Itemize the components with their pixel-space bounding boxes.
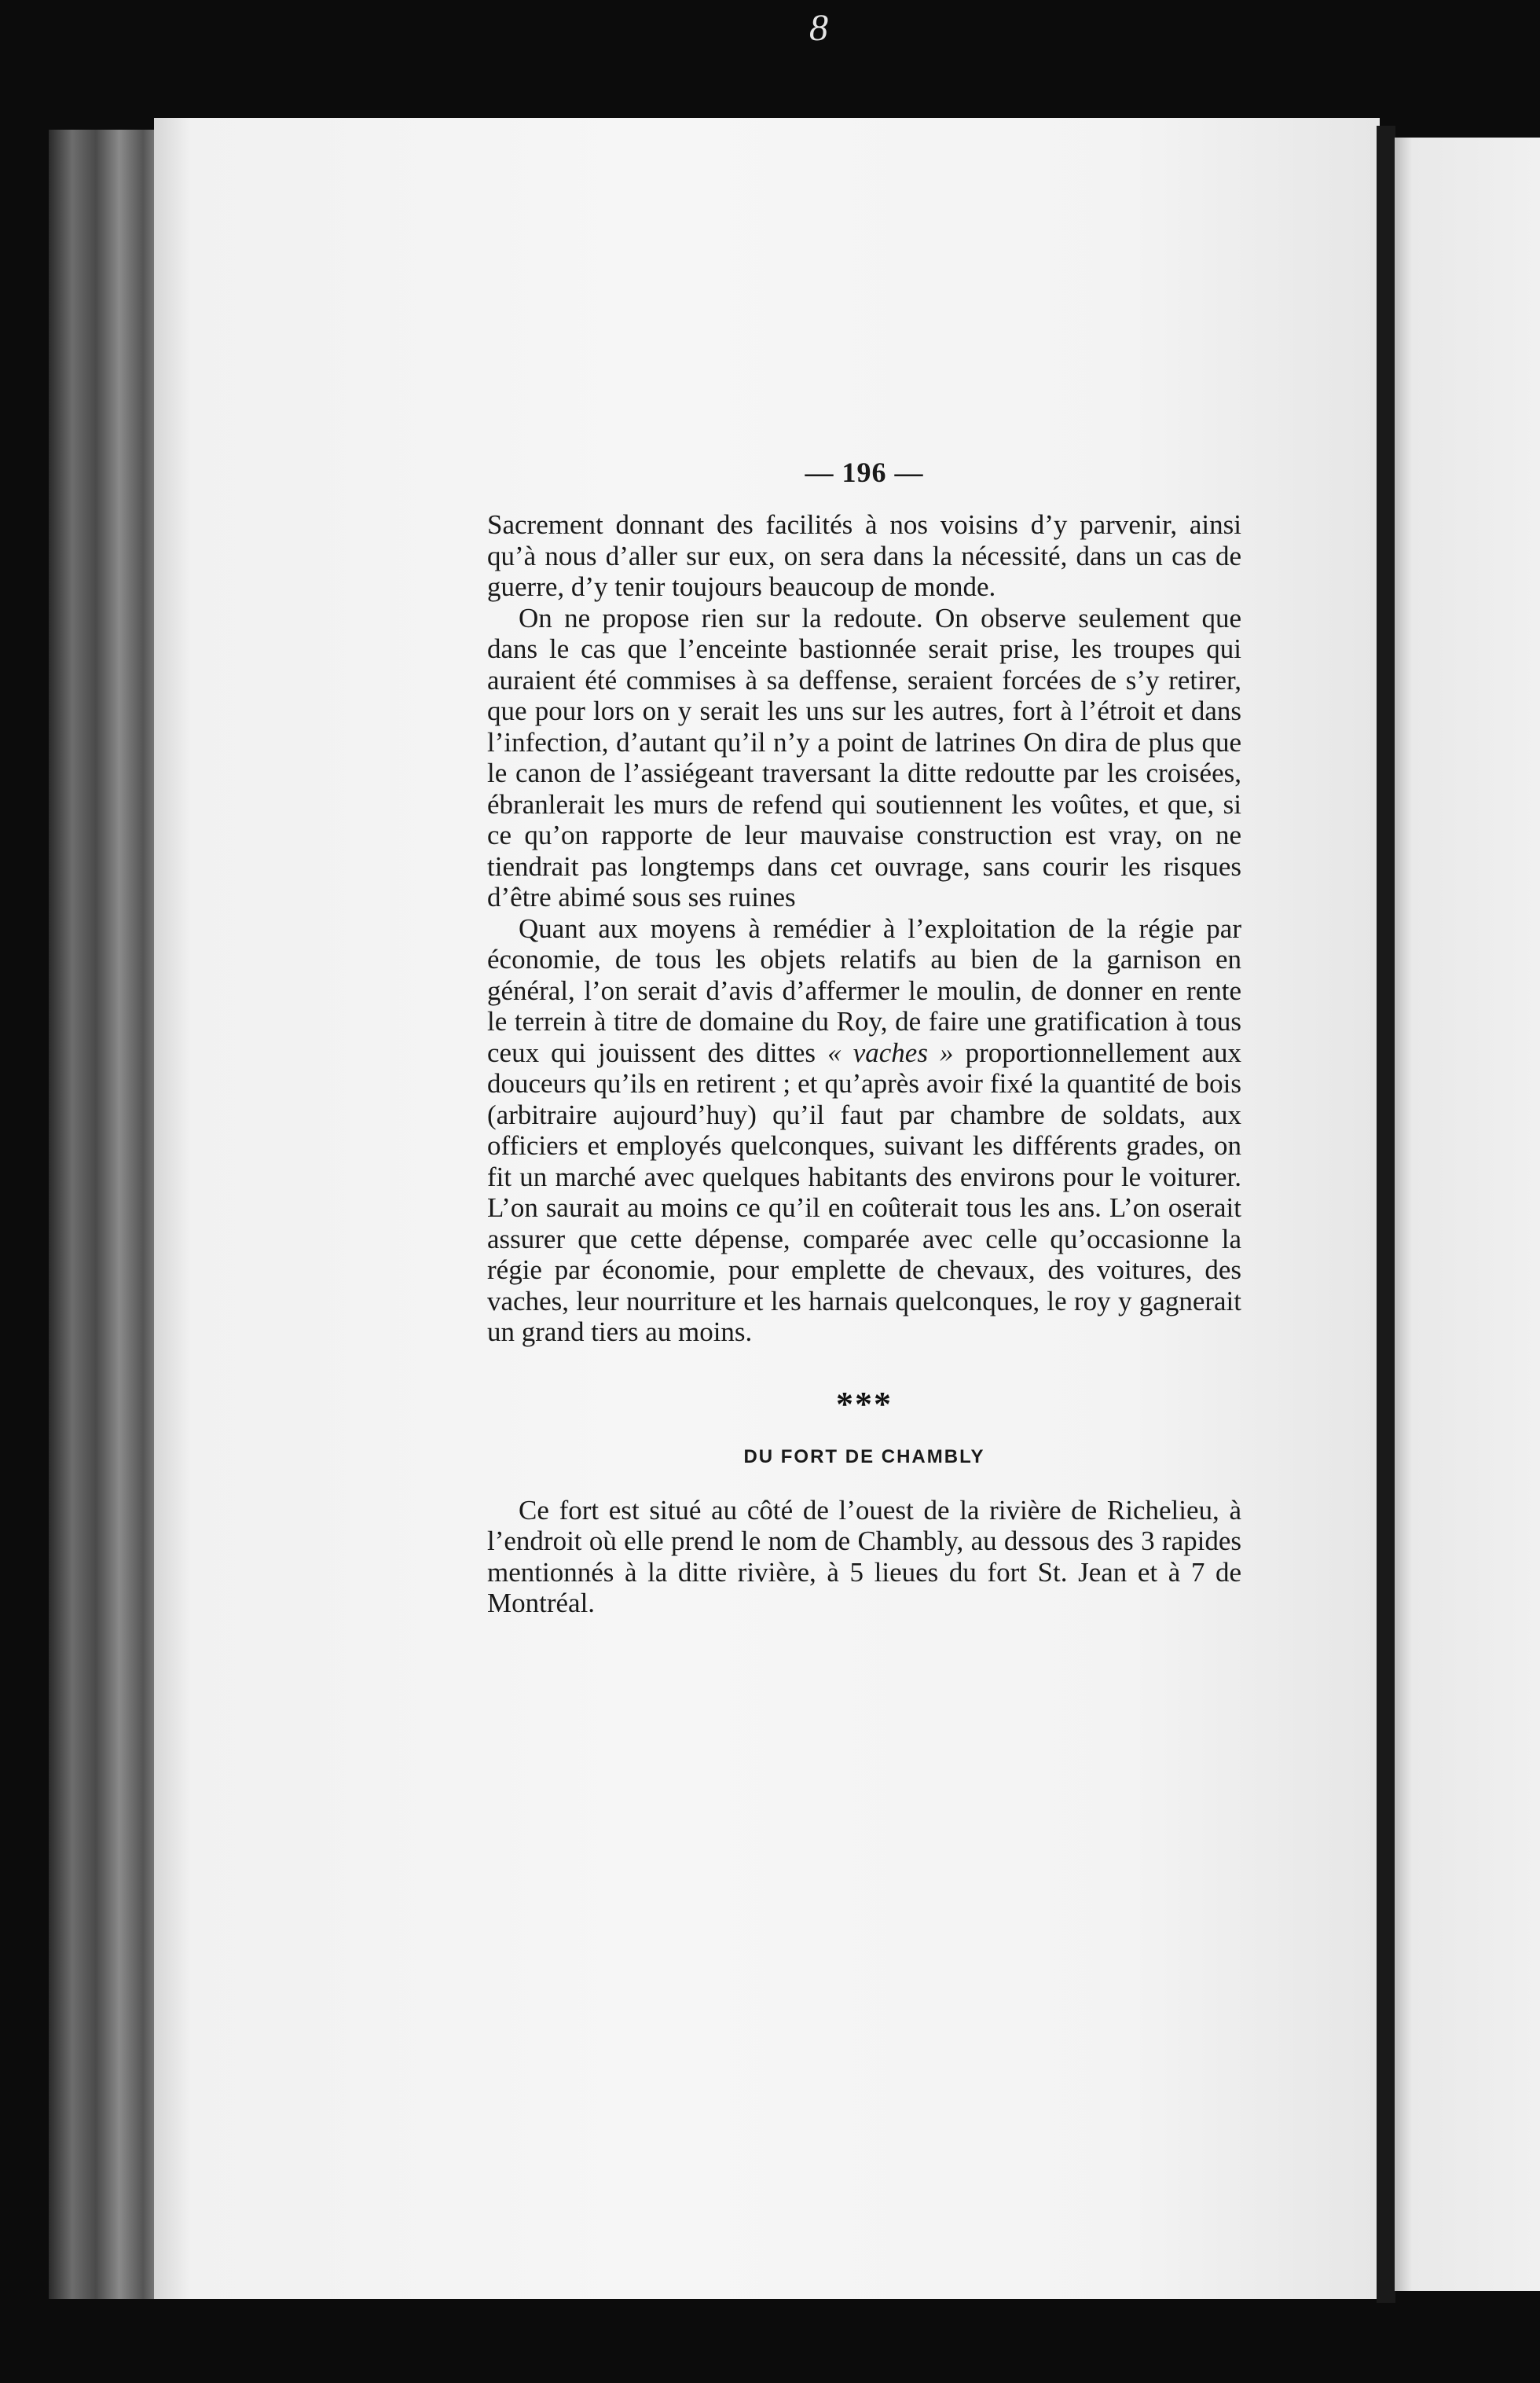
book-spine-edge xyxy=(49,130,167,2299)
section-ornament: *** xyxy=(836,1384,893,1423)
paragraph-1: Sacrement donnant des facilités à nos voisins d’y parvenir, ainsi qu’à nous d’aller sur eux, on sera dans la nécessité, dans un cas de guerre, d’y tenir toujours beaucoup de monde. xyxy=(487,509,1241,602)
paragraph-3-italic-term: « vaches » xyxy=(827,1037,954,1068)
facing-page-edge xyxy=(1395,138,1540,2291)
paragraph-3-text-b: proportionnellement aux douceurs qu’ils en retirent ; et qu’après avoir fixé la quantité de bois (arbitraire aujourd’huy) qu’il faut par chambre de soldats, aux officiers et employés quelconques, suivant les différents grades, on fit un marché avec quelques habitants des environs pour le voiturer. L’on saurait au moins ce qu’il en coûterait tous les ans. L’on oserait assurer que cette dépense, comparée avec celle qu’occasionne la régie par économie, pour emplette de chevaux, des voitures, des vaches, leur nourriture et les harnais quelconques, le roy y gagnerait un grand tiers au moins. xyxy=(487,1037,1242,1347)
page-number: — 196 — xyxy=(805,457,924,488)
page-gutter xyxy=(1377,126,1395,2303)
section-paragraph: Ce fort est situé au côté de l’ouest de la rivière de Richelieu, à l’endroit où elle prend le nom de Chambly, au dessous des 3 rapides mentionnés à la ditte rivière, à 5 lieues du fort St. Jean et à 7 de Montréal. xyxy=(487,1494,1241,1618)
paragraph-3 xyxy=(487,913,1241,1348)
section-heading: DU FORT DE CHAMBLY xyxy=(743,1445,985,1467)
paragraph-2: On ne propose rien sur la redoute. On observe seulement que dans le cas que l’enceinte bastionnée serait prise, les troupes qui auraient été commises à sa deffense, seraient forcées de s’y retirer, que pour lors on y serait les uns sur les autres, fort à l’étroit et dans l’infection, d’autant qu’il n’y a point de latrines On dira de plus que le canon de l’assiégeant traversant la ditte redoutte par les croisées, ébranlerait les murs de refend qui soutiennent les voûtes, et que, si ce qu’on rapporte de leur mauvaise construction est vray, on ne tiendrait pas longtemps dans cet ouvrage, sans courir les risques d’être abimé sous ses ruines xyxy=(487,602,1241,912)
paragraph-3-text-a: Quant aux moyens à remédier à l’exploitation de la régie par économie, de tous les objets relatifs au bien de la garnison en général, l’on serait d’avis d’affermer le moulin, de donner en rente le terrein à titre de domaine du Roy, de faire une gratification à tous ceux qui jouissent des dittes xyxy=(487,912,1241,1068)
frame-number: 8 xyxy=(809,7,828,49)
text-block xyxy=(487,456,1241,1619)
